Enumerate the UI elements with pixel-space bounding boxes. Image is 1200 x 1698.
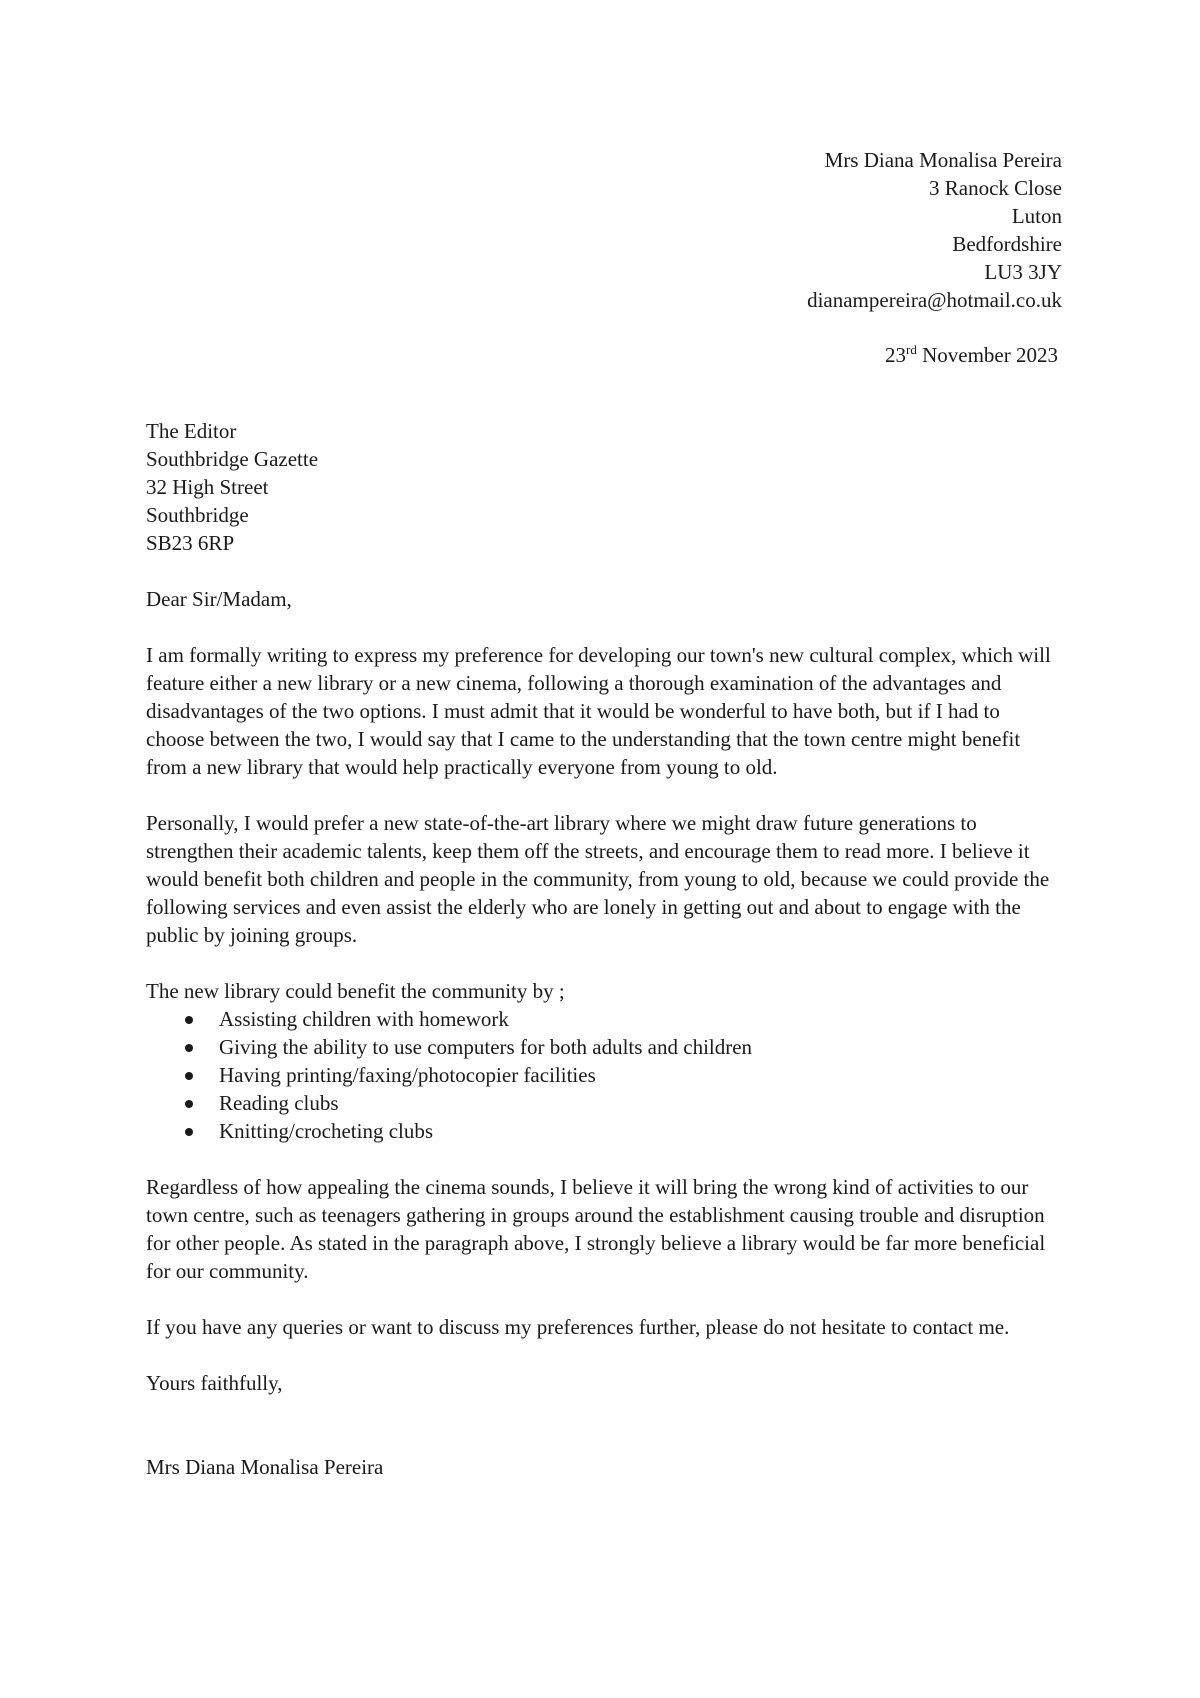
bullet-icon	[185, 1100, 193, 1108]
bullet-icon	[185, 1128, 193, 1136]
list-item	[146, 1005, 1056, 1033]
benefits-list	[146, 1005, 1056, 1145]
paragraph-contact: If you have any queries or want to discuss my preferences further, please do not hesitate to contact me.	[146, 1315, 1010, 1339]
salutation: Dear Sir/Madam,	[146, 587, 292, 611]
paragraph-cinema: Regardless of how appealing the cinema sounds, I believe it will bring the wrong kind of activities to our town centre, such as teenagers gathering in groups around the establishment causing trouble and disruption for other people. As stated in the paragraph above, I strongly believe a library would be far more beneficial for our community.	[146, 1175, 1046, 1283]
sender-email: dianampereira@hotmail.co.uk	[807, 288, 1062, 312]
sender-postcode: LU3 3JY	[984, 260, 1062, 284]
signature-name: Mrs Diana Monalisa Pereira	[146, 1455, 384, 1479]
list-item-text: Having printing/faxing/photocopier facilities	[219, 1063, 596, 1087]
recipient-organisation: Southbridge Gazette	[146, 447, 319, 471]
recipient-title: The Editor	[146, 419, 237, 443]
list-item-text: Giving the ability to use computers for both adults and children	[219, 1035, 753, 1059]
paragraph-preference: Personally, I would prefer a new state-of-the-art library where we might draw future generations to strengthen their academic talents, keep them off the streets, and encourage them to read more. I believe it would benefit both children and people in the community, from young to old, because we could provide the following services and even assist the elderly who are lonely in getting out and about to engage with the public by joining groups.	[146, 811, 1050, 947]
list-intro: The new library could benefit the community by ;	[146, 979, 565, 1003]
sender-county: Bedfordshire	[952, 232, 1062, 256]
list-item-text: Knitting/crocheting clubs	[219, 1119, 434, 1143]
sender-name: Mrs Diana Monalisa Pereira	[824, 148, 1062, 172]
sender-street: 3 Ranock Close	[929, 176, 1062, 200]
recipient-postcode: SB23 6RP	[146, 531, 235, 555]
letter-body	[146, 417, 1056, 1481]
list-item-text: Reading clubs	[219, 1091, 339, 1115]
list-item	[146, 1117, 1056, 1145]
date-day: 23	[885, 343, 907, 367]
sender-address-block	[807, 146, 1062, 314]
letter-date	[885, 341, 1058, 369]
date-rest: November 2023	[916, 343, 1058, 367]
recipient-town: Southbridge	[146, 503, 249, 527]
bullet-icon	[185, 1044, 193, 1052]
bullet-icon	[185, 1072, 193, 1080]
list-item	[146, 1033, 1056, 1061]
list-item	[146, 1089, 1056, 1117]
sender-town: Luton	[1011, 204, 1062, 228]
date-suffix: rd	[906, 342, 917, 357]
recipient-address-block	[146, 417, 1056, 557]
list-item	[146, 1061, 1056, 1089]
list-item-text: Assisting children with homework	[219, 1007, 509, 1031]
paragraph-intro: I am formally writing to express my preference for developing our town's new cultural complex, which will feature either a new library or a new cinema, following a thorough examination of the advantages and disadvantages of the two options. I must admit that it would be wonderful to have both, but if I had to choose between the two, I would say that I came to the understanding that the town centre might benefit from a new library that would help practically everyone from young to old.	[146, 643, 1051, 779]
recipient-street: 32 High Street	[146, 475, 269, 499]
bullet-icon	[185, 1016, 193, 1024]
closing: Yours faithfully,	[146, 1371, 283, 1395]
